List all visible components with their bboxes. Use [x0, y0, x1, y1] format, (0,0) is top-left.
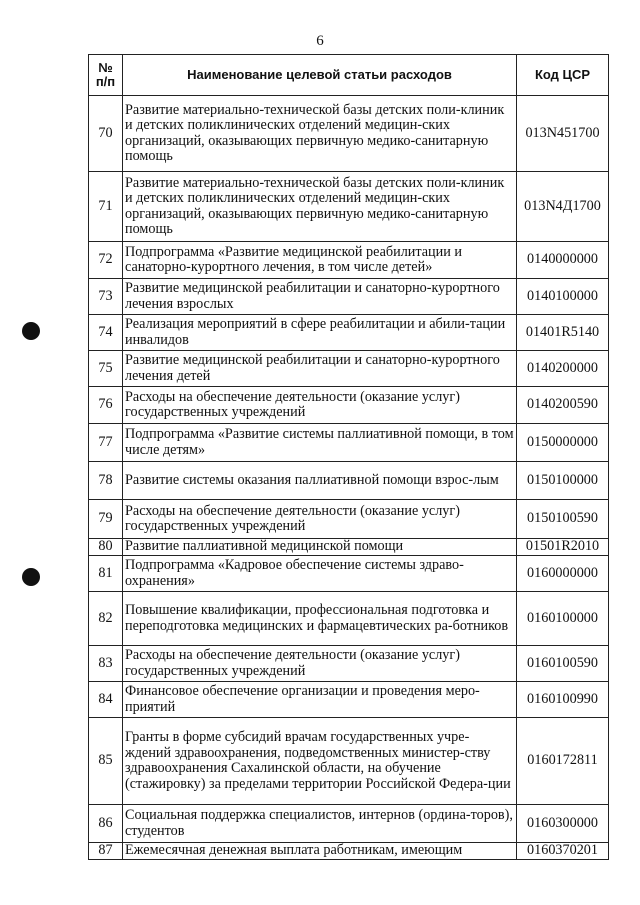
budget-items-table — [88, 54, 609, 860]
column-header-code: Код ЦСР — [517, 55, 609, 96]
expense-item-code: 0150000000 — [517, 424, 609, 462]
table-row — [89, 556, 609, 592]
expense-item-name: Развитие медицинской реабилитации и санаторно-курортного лечения взрослых — [123, 279, 517, 315]
expense-item-code: 0160000000 — [517, 556, 609, 592]
table-row — [89, 279, 609, 315]
expense-item-code: 013N451700 — [517, 96, 609, 172]
table-row — [89, 592, 609, 646]
expense-item-code: 0150100000 — [517, 462, 609, 500]
table-row — [89, 172, 609, 242]
row-number: 83 — [89, 646, 123, 682]
expense-item-code: 0160370201 — [517, 843, 609, 860]
row-number: 76 — [89, 387, 123, 424]
row-number: 70 — [89, 96, 123, 172]
row-number: 77 — [89, 424, 123, 462]
expense-item-code: 0160100990 — [517, 682, 609, 718]
row-number: 78 — [89, 462, 123, 500]
table-row — [89, 539, 609, 556]
expense-item-name: Повышение квалификации, профессиональная подготовка и переподготовка медицинских и фармацевтических ра-ботников — [123, 592, 517, 646]
row-number: 74 — [89, 315, 123, 351]
table-body — [89, 96, 609, 860]
table-row — [89, 843, 609, 860]
row-number: 71 — [89, 172, 123, 242]
expense-item-name: Финансовое обеспечение организации и проведения меро-приятий — [123, 682, 517, 718]
table-row — [89, 500, 609, 539]
row-number: 86 — [89, 805, 123, 843]
table-header-row — [89, 55, 609, 96]
table-row — [89, 646, 609, 682]
row-number: 84 — [89, 682, 123, 718]
expense-item-name: Подпрограмма «Кадровое обеспечение системы здраво-охранения» — [123, 556, 517, 592]
expense-item-name: Развитие материально-технической базы детских поли-клиник и детских поликлинических отделений медицин-ских организаций, оказывающих первичную медико-санитарную помощь — [123, 172, 517, 242]
row-number: 82 — [89, 592, 123, 646]
expense-item-code: 01401R5140 — [517, 315, 609, 351]
table-row — [89, 682, 609, 718]
expense-item-code: 0140100000 — [517, 279, 609, 315]
row-number: 87 — [89, 843, 123, 860]
expense-item-code: 013N4Д1700 — [517, 172, 609, 242]
table-row — [89, 351, 609, 387]
expense-item-code: 0160100590 — [517, 646, 609, 682]
table-row — [89, 387, 609, 424]
expense-item-name: Социальная поддержка специалистов, интернов (ордина-торов), студентов — [123, 805, 517, 843]
expense-item-code: 0160172811 — [517, 718, 609, 805]
expense-item-name: Подпрограмма «Развитие медицинской реабилитации и санаторно-курортного лечения, в том числе детей» — [123, 242, 517, 279]
table-row — [89, 242, 609, 279]
table-row — [89, 96, 609, 172]
expense-item-name: Развитие системы оказания паллиативной помощи взрос-лым — [123, 462, 517, 500]
row-number: 85 — [89, 718, 123, 805]
table-row — [89, 424, 609, 462]
expense-item-name: Расходы на обеспечение деятельности (оказание услуг) государственных учреждений — [123, 646, 517, 682]
expense-item-code: 0140200590 — [517, 387, 609, 424]
expense-item-name: Гранты в форме субсидий врачам государственных учре-ждений здравоохранения, подведомственных министер-ству здравоохранения Сахалинской области, на обучение (стажировку) за пределами территории Российской Федера-ции — [123, 718, 517, 805]
table-row — [89, 462, 609, 500]
binder-hole — [22, 568, 40, 586]
expense-item-code: 0160100000 — [517, 592, 609, 646]
expense-item-name: Развитие паллиативной медицинской помощи — [123, 539, 517, 556]
table-row — [89, 315, 609, 351]
expense-item-code: 0160300000 — [517, 805, 609, 843]
expense-item-code: 01501R2010 — [517, 539, 609, 556]
expense-item-code: 0140000000 — [517, 242, 609, 279]
expense-item-name: Развитие материально-технической базы детских поли-клиник и детских поликлинических отделений медицин-ских организаций, оказывающих первичную медико-санитарную помощь — [123, 96, 517, 172]
expense-item-name: Расходы на обеспечение деятельности (оказание услуг) государственных учреждений — [123, 387, 517, 424]
row-number: 73 — [89, 279, 123, 315]
row-number: 75 — [89, 351, 123, 387]
expense-item-code: 0150100590 — [517, 500, 609, 539]
column-header-name: Наименование целевой статьи расходов — [123, 55, 517, 96]
expense-item-name: Реализация мероприятий в сфере реабилитации и абили-тации инвалидов — [123, 315, 517, 351]
expense-item-code: 0140200000 — [517, 351, 609, 387]
table-row — [89, 718, 609, 805]
row-number: 72 — [89, 242, 123, 279]
expense-item-name: Расходы на обеспечение деятельности (оказание услуг) государственных учреждений — [123, 500, 517, 539]
expense-item-name: Ежемесячная денежная выплата работникам, имеющим — [123, 843, 517, 860]
row-number: 79 — [89, 500, 123, 539]
row-number: 80 — [89, 539, 123, 556]
table-row — [89, 805, 609, 843]
expense-item-name: Развитие медицинской реабилитации и санаторно-курортного лечения детей — [123, 351, 517, 387]
page-number: 6 — [316, 33, 324, 49]
binder-hole — [22, 322, 40, 340]
column-header-number: № п/п — [89, 55, 123, 96]
expense-item-name: Подпрограмма «Развитие системы паллиативной помощи, в том числе детям» — [123, 424, 517, 462]
row-number: 81 — [89, 556, 123, 592]
